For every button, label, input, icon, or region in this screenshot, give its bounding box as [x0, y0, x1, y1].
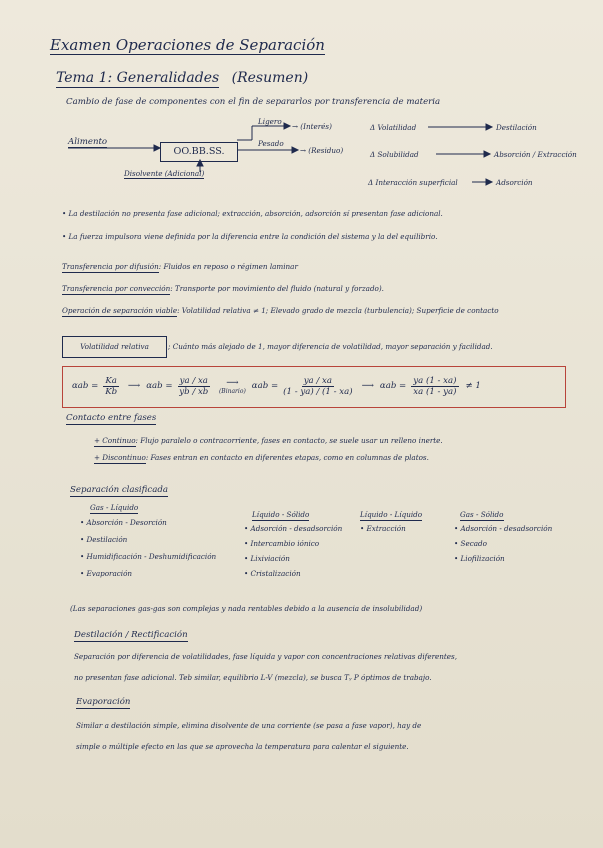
delta-volatility-label: Δ Volatilidad	[370, 123, 417, 132]
delta-solubility-label: Δ Solubilidad	[370, 150, 419, 159]
formula-binary-label: (Binario)	[218, 387, 246, 395]
contact-continuous-term: + Continuo	[94, 436, 136, 445]
transfer-diffusion-term: Transferencia por difusión	[62, 262, 159, 271]
bottom-stream-note: → (Residuo)	[300, 146, 344, 155]
formula-fraction-k	[103, 376, 119, 397]
class-item: • Adsorción - desadsorción	[454, 524, 553, 533]
feed-label: Alimento	[68, 137, 108, 147]
class-item: • Liofilización	[454, 554, 505, 563]
class-col-gas-solid	[454, 510, 552, 563]
volatility-text: ; Cuánto más alejado de 1, mayor diferencia de volatilidad, mayor separación y facilidad.	[168, 342, 493, 351]
contact-discontinuous-text: : Fases entran en contacto en diferentes etapas, como en columnas de platos.	[145, 453, 429, 462]
formula-d3: (1 - ya) / (1 - xa)	[283, 386, 353, 397]
transfer-convection-text: : Transporte por movimiento del fluido (natural y forzado).	[170, 284, 384, 293]
formula-alpha-3: αab =	[251, 381, 279, 391]
process-box: OO.BB.SS.	[160, 142, 238, 162]
formula-row	[72, 370, 481, 402]
class-item: • Extracción	[360, 524, 406, 533]
class-col-gas-liquid	[80, 503, 216, 578]
evaporation-line-2: simple o múltiple efecto en las que se aprovecha la temperatura para calentar el siguiente.	[76, 742, 409, 751]
contact-continuous	[94, 436, 443, 445]
bullet-driving-force: • La fuerza impulsora viene definida por la diferencia entre la condición del sistema y la del equilibrio.	[62, 232, 438, 241]
contact-continuous-text: : Flujo paralelo o contracorriente, fases en contacto, se suele usar un relleno inerte.	[135, 436, 443, 445]
class-col-liquid-solid-title: Líquido - Sólido	[252, 510, 310, 519]
class-item: • Cristalización	[244, 569, 301, 578]
formula-d1: Kb	[105, 386, 118, 397]
formula-d4: xa (1 - ya)	[413, 386, 457, 397]
class-item: • Humidificación - Deshumidificación	[80, 552, 217, 561]
class-item: • Lixiviación	[244, 554, 290, 563]
volatility-term-box: Volatilidad relativa	[62, 336, 167, 358]
formula-n3: ya / xa	[303, 375, 333, 386]
solvent-label: Disolvente (Adicional)	[124, 169, 205, 178]
formula-d2: yb / xb	[179, 386, 209, 397]
formula-arrow-3: ⟶	[361, 381, 374, 391]
top-stream-label: Ligero	[258, 117, 282, 126]
delta-interaction-label: Δ Interacción superficial	[368, 178, 458, 187]
class-item: • Secado	[454, 539, 487, 548]
formula-arrow-binary	[219, 378, 246, 395]
formula-fraction-final	[411, 376, 458, 397]
formula-fraction-yx	[178, 376, 210, 397]
transfer-diffusion-text: : Fluidos en reposo o régimen laminar	[158, 262, 298, 271]
class-item: • Intercambio iónico	[244, 539, 320, 548]
transfer-convection	[62, 284, 384, 293]
intro-text: Cambio de fase de componentes con el fin de separarlos por transferencia de materia	[66, 97, 441, 107]
classification-note: (Las separaciones gas-gas son complejas y nada rentables debido a la ausencia de insolubilidad)	[70, 604, 423, 613]
class-item: • Absorción - Desorción	[80, 518, 167, 527]
distillation-line-2: no presentan fase adicional. Teb similar, equilibrio L-V (mezcla), se busca Tᵧ P óptimos de trabajo.	[74, 673, 432, 682]
contact-discontinuous-term: + Discontinuo	[94, 453, 146, 462]
formula-alpha-4: αab =	[379, 381, 407, 391]
class-item: • Adsorción - desadsorción	[244, 524, 343, 533]
transfer-viable-text: : Volatilidad relativa ≠ 1; Elevado grado de mezcla (turbulencia); Superficie de contacto	[177, 306, 499, 315]
contact-discontinuous	[94, 453, 429, 462]
evaporation-heading: Evaporación	[76, 697, 131, 707]
formula-alpha-2: αab =	[146, 381, 173, 391]
delta-solubility-result: Absorción / Extracción	[494, 150, 577, 159]
class-item: • Destilación	[80, 535, 128, 544]
evaporation-line-1: Similar a destilación simple, elimina disolvente de una corriente (se pasa a fase vapor), hay de	[76, 721, 422, 730]
formula-n1: Ka	[105, 375, 117, 386]
delta-interaction-result: Adsorción	[496, 178, 533, 187]
topic-title: Tema 1: Generalidades	[56, 70, 220, 86]
formula-arrow-1: ⟶	[127, 381, 141, 391]
formula-alpha-1: αab =	[72, 381, 99, 391]
formula-n4: ya (1 - xa)	[413, 375, 457, 386]
distillation-heading: Destilación / Rectificación	[74, 630, 188, 640]
formula-n2: ya / xa	[179, 375, 208, 386]
class-col-gas-solid-title: Gas - Sólido	[460, 510, 504, 519]
class-col-liquid-solid	[244, 510, 342, 578]
class-col-gas-liquid-title: Gas - Líquido	[90, 503, 139, 512]
formula-fraction-binary	[283, 376, 352, 397]
distillation-line-1: Separación por diferencia de volatilidades, fase líquida y vapor con concentraciones relativas diferentes,	[74, 652, 458, 661]
topic-tag: (Resumen)	[231, 70, 309, 86]
top-stream-note: → (Interés)	[292, 122, 332, 131]
transfer-viable	[62, 306, 499, 315]
class-item: • Evaporación	[80, 569, 133, 578]
formula-neq: ≠ 1	[465, 381, 481, 391]
transfer-convection-term: Transferencia por convección	[62, 284, 171, 293]
classification-heading: Separación clasificada	[70, 485, 168, 495]
class-col-liquid-liquid	[360, 510, 422, 533]
formula-arrow-2: ⟶	[226, 377, 239, 388]
transfer-diffusion	[62, 262, 298, 271]
bottom-stream-label: Pesado	[258, 139, 284, 148]
page-title: Examen Operaciones de Separación	[50, 36, 325, 54]
delta-volatility-result: Destilación	[496, 123, 537, 132]
class-col-liquid-liquid-title: Líquido - Líquido	[360, 510, 423, 519]
transfer-viable-term: Operación de separación viable	[62, 306, 178, 315]
bullet-distillation: • La destilación no presenta fase adicional; extracción, absorción, adsorción sí presentan fase adicional.	[62, 209, 443, 218]
contact-heading: Contacto entre fases	[66, 413, 157, 423]
